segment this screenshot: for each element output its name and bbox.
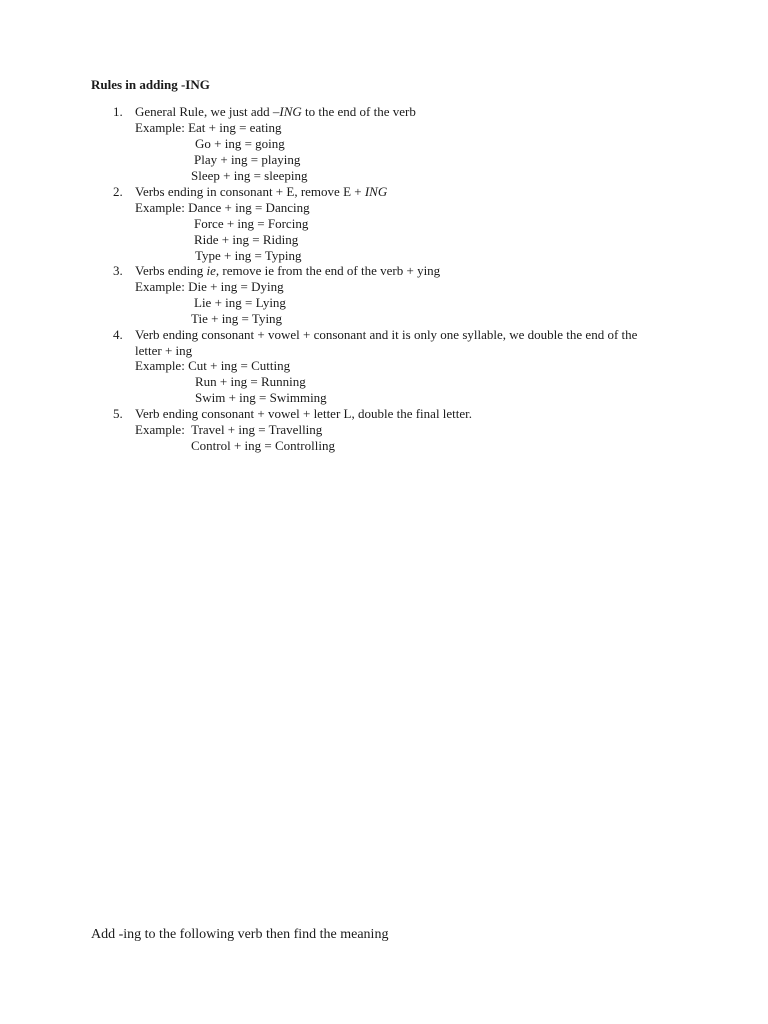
example-line bbox=[135, 422, 322, 438]
rule-text: Verb ending consonant + vowel + letter L, double the final letter. bbox=[135, 406, 473, 421]
rule-number: 4. bbox=[113, 327, 123, 342]
example-item: Tie + ing = Tying bbox=[191, 311, 283, 326]
page-title: Rules in adding -ING bbox=[91, 77, 210, 92]
rule-number: 2. bbox=[113, 184, 123, 199]
example-line bbox=[135, 279, 284, 295]
exercise-instruction: Add -ing to the following verb then find the meaning bbox=[91, 927, 389, 942]
rule-number: 1. bbox=[113, 104, 123, 119]
example-item: Travel + ing = Travelling bbox=[191, 422, 323, 437]
example-item: Swim + ing = Swimming bbox=[195, 390, 327, 405]
rule-text: Verb ending consonant + vowel + consonant and it is only one syllable, we double the end of the bbox=[135, 327, 638, 342]
example-item: Run + ing = Running bbox=[195, 374, 306, 389]
example-label: Example: bbox=[135, 422, 185, 437]
rule-number: 5. bbox=[113, 406, 123, 421]
rule-text: Verbs ending ie, remove ie from the end of the verb + ying bbox=[135, 263, 441, 278]
example-item: Lie + ing = Lying bbox=[194, 295, 286, 310]
example-label: Example: bbox=[135, 120, 185, 135]
rule-text: Verbs ending in consonant + E, remove E + ING bbox=[135, 184, 388, 199]
example-item: Eat + ing = eating bbox=[188, 120, 282, 135]
example-item: Type + ing = Typing bbox=[195, 248, 302, 263]
example-item: Die + ing = Dying bbox=[188, 279, 284, 294]
example-item: Go + ing = going bbox=[195, 136, 285, 151]
example-item: Play + ing = playing bbox=[194, 152, 301, 167]
rule-text: General Rule, we just add –ING to the end of the verb bbox=[135, 104, 416, 119]
example-item: Force + ing = Forcing bbox=[194, 216, 309, 231]
example-line bbox=[135, 120, 281, 136]
example-item: Dance + ing = Dancing bbox=[188, 200, 310, 215]
example-item: Cut + ing = Cutting bbox=[188, 358, 291, 373]
example-label: Example: bbox=[135, 358, 185, 373]
example-item: Sleep + ing = sleeping bbox=[191, 168, 308, 183]
rule-text-continued: letter + ing bbox=[135, 343, 193, 358]
example-item: Control + ing = Controlling bbox=[191, 438, 335, 453]
rule-number: 3. bbox=[113, 263, 123, 278]
example-label: Example: bbox=[135, 279, 185, 294]
example-line bbox=[135, 200, 310, 216]
example-label: Example: bbox=[135, 200, 185, 215]
example-item: Ride + ing = Riding bbox=[194, 232, 299, 247]
example-line bbox=[135, 358, 290, 374]
